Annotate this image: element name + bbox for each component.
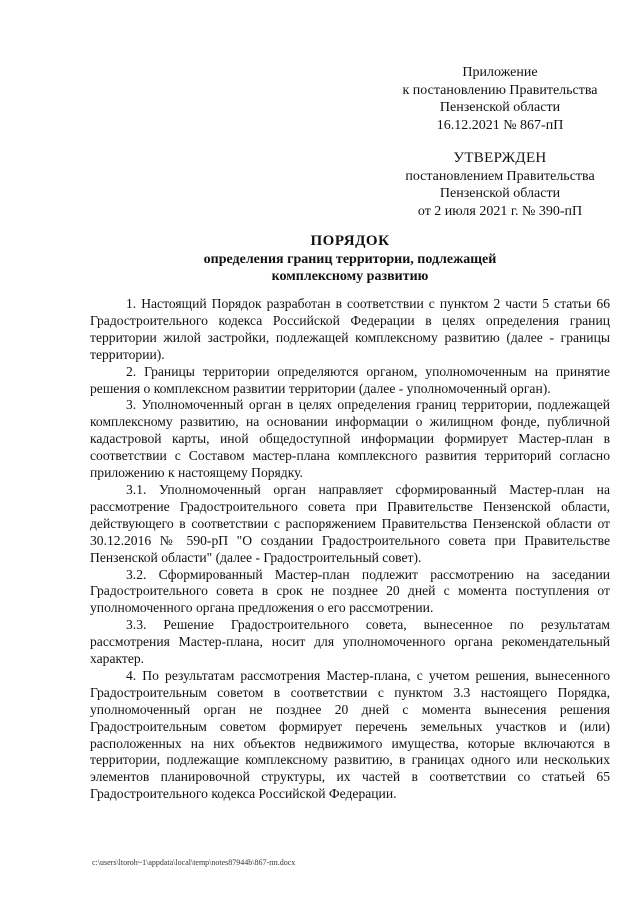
approved-block	[360, 150, 640, 220]
approved-heading: УТВЕРЖДЕН	[453, 150, 547, 166]
paragraph-1: 1. Настоящий Порядок разработан в соответствии с пунктом 2 части 5 статьи 66 Градостроительного кодекса Российской Федерации в целях определения границ территории жилой застройки, подлежащей комплексному развитию (далее - границы территории).	[90, 296, 610, 362]
approved-line: Пензенской области	[439, 186, 561, 201]
approved-date-number: от 2 июля 2021 г. № 390-пП	[417, 203, 583, 219]
document-title: ПОРЯДОК	[310, 233, 390, 249]
appendix-block	[360, 64, 640, 134]
document-subtitle-line-2: комплексному развитию	[271, 269, 429, 284]
appendix-date-number: 16.12.2021 № 867-пП	[436, 117, 564, 133]
appendix-line: Приложение	[462, 65, 538, 80]
appendix-line: к постановлению Правительства	[402, 82, 598, 98]
appendix-line: Пензенской области	[439, 100, 561, 115]
paragraph-3: 3. Уполномоченный орган в целях определения границ территории, подлежащей комплексному развитию, на основании информации о жилищном фонде, публичной кадастровой карты, иной общедоступной информации формирует Мастер-план в соответствии с Составом мастер-плана комплексного развития территорий согласно приложению к настоящему Порядку.	[90, 397, 610, 481]
document-body	[90, 296, 610, 803]
paragraph-3-3: 3.3. Решение Градостроительного совета, вынесенное по результатам рассмотрения Мастер-плана, носит для уполномоченного органа рекомендательный характер.	[90, 617, 610, 667]
paragraph-3-2: 3.2. Сформированный Мастер-план подлежит рассмотрению на заседании Градостроительного совета в срок не позднее 20 дней с момента поступления от уполномоченного органа предложения о его рассмотрении.	[90, 566, 610, 616]
document-title-block	[90, 233, 610, 286]
footer-file-path: c:\users\ltoroh~1\appdata\local\temp\notes87944b\867-пп.docx	[92, 858, 296, 867]
document-subtitle-line-1: определения границ территории, подлежащей	[203, 251, 497, 267]
paragraph-4: 4. По результатам рассмотрения Мастер-плана, с учетом решения, вынесенного Градостроительным советом в соответствии с пунктом 3.3 настоящего Порядка, уполномоченный орган не позднее 20 дней с момента вынесения решения Градостроительным советом формирует перечень земельных участков и (или) расположенных на них объектов недвижимого имущества, которые включаются в территории, подлежащие комплексному развитию, в границах одного или нескольких элементов планировочной структуры, их частей в соответствии со статьей 65 Градостроительного кодекса Российской Федерации.	[90, 667, 610, 802]
approved-line: постановлением Правительства	[405, 168, 595, 184]
paragraph-2: 2. Границы территории определяются органом, уполномоченным на принятие решения о комплексном развитии территории (далее - уполномоченный орган).	[90, 363, 610, 396]
paragraph-3-1: 3.1. Уполномоченный орган направляет сформированный Мастер-план на рассмотрение Градостроительного совета при Правительстве Пензенской области, действующего в соответствии с распоряжением Правительства Пензенской области от 30.12.2016 № 590-рП "О создании Градостроительного совета при Правительстве Пензенской области" (далее - Градостроительный совет).	[90, 481, 610, 565]
